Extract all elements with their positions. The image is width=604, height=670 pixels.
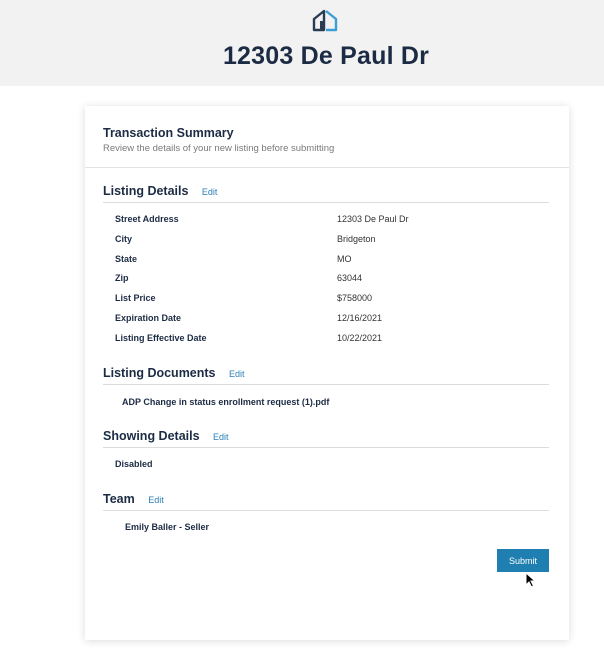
detail-label: Street Address xyxy=(115,214,179,224)
detail-value: MO xyxy=(337,254,352,264)
detail-value: 63044 xyxy=(337,273,363,283)
detail-label: Zip xyxy=(115,273,129,283)
team-header xyxy=(103,490,549,511)
detail-label: Listing Effective Date xyxy=(115,333,207,343)
card-header xyxy=(85,106,569,168)
showing-status: Disabled xyxy=(115,459,153,469)
showing-details-title: Showing Details xyxy=(103,429,200,443)
showing-details-edit-link[interactable]: Edit xyxy=(213,432,229,442)
detail-label: City xyxy=(115,234,133,244)
showing-details-header xyxy=(103,427,549,448)
team-member: Emily Baller - Seller xyxy=(125,522,210,532)
listing-documents-header xyxy=(103,364,549,385)
top-header xyxy=(0,0,604,86)
listing-details-edit-link[interactable]: Edit xyxy=(201,187,218,197)
listing-documents-title: Listing Documents xyxy=(103,366,216,380)
document-item[interactable]: ADP Change in status enrollment request (1).pdf xyxy=(122,397,330,407)
detail-value: $758000 xyxy=(337,293,373,303)
house-logo-icon xyxy=(312,8,338,32)
card-subtitle: Review the details of your new listing before submitting xyxy=(103,143,335,154)
detail-label: Expiration Date xyxy=(115,313,182,323)
listing-details-title: Listing Details xyxy=(103,184,189,198)
detail-label: State xyxy=(115,254,138,264)
mouse-pointer-icon xyxy=(525,572,537,588)
listing-documents-edit-link[interactable]: Edit xyxy=(228,369,245,379)
detail-value: 10/22/2021 xyxy=(337,333,383,343)
transaction-summary-card xyxy=(85,106,569,640)
team-edit-link[interactable]: Edit xyxy=(148,495,164,505)
team-title: Team xyxy=(103,492,135,506)
detail-value: 12/16/2021 xyxy=(337,313,383,323)
detail-value: 12303 De Paul Dr xyxy=(337,214,409,224)
submit-button[interactable]: Submit xyxy=(497,549,549,572)
detail-value: Bridgeton xyxy=(337,234,376,244)
listing-details-header xyxy=(103,182,549,203)
page-title: 12303 De Paul Dr xyxy=(222,42,430,70)
detail-label: List Price xyxy=(115,293,156,303)
card-title: Transaction Summary xyxy=(103,126,234,140)
